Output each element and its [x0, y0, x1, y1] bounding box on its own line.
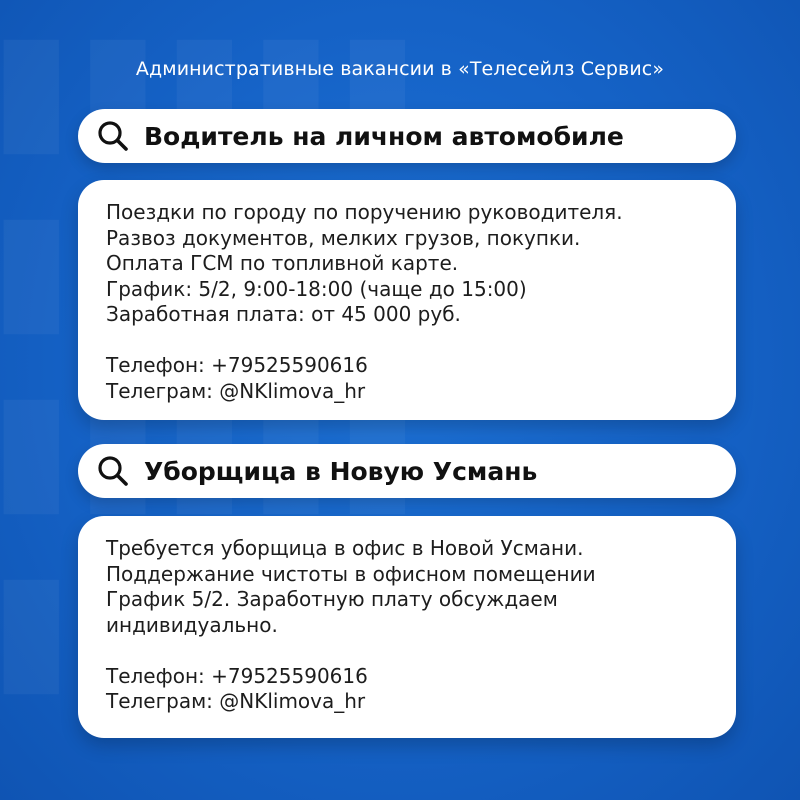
- vacancy-description-line: Поддержание чистоты в офисном помещении: [106, 561, 596, 586]
- vacancy-title-bar: [78, 444, 736, 498]
- vacancy-card: [78, 516, 736, 738]
- vacancy-title: Уборщица в Новую Усмань: [144, 456, 538, 486]
- contact-telegram: Телеграм: @NKlimova_hr: [106, 689, 366, 713]
- search-icon: [96, 454, 130, 488]
- contact-phone: Телефон: +79525590616: [106, 663, 368, 688]
- contact-phone: Телефон: +79525590616: [106, 353, 368, 377]
- vacancy-description-line: индивидуально.: [106, 612, 278, 637]
- vacancy-title: Водитель на личном автомобиле: [144, 121, 624, 151]
- vacancy-description-line: Заработная плата: от 45 000 руб.: [106, 302, 461, 326]
- vacancy-title-bar: [78, 109, 736, 163]
- spacer: [106, 638, 712, 664]
- vacancy-card: [78, 180, 736, 420]
- vacancy-description-line: График: 5/2, 9:00-18:00 (чаще до 15:00): [106, 276, 527, 301]
- vacancy-description-line: Оплата ГСМ по топливной карте.: [106, 251, 459, 275]
- search-icon: [96, 119, 130, 153]
- vacancy-description-line: Развоз документов, мелких грузов, покупки.: [106, 225, 581, 250]
- vacancy-description-line: Поездки по городу по поручению руководителя.: [106, 200, 623, 224]
- spacer: [106, 328, 712, 354]
- vacancy-description-line: График 5/2. Заработную плату обсуждаем: [106, 587, 558, 611]
- contact-telegram: Телеграм: @NKlimova_hr: [106, 378, 366, 403]
- page-title: Административные вакансии в «Телесейлз Сервис»: [135, 58, 665, 80]
- vacancy-description-line: Требуется уборщица в офис в Новой Усмани.: [106, 536, 584, 560]
